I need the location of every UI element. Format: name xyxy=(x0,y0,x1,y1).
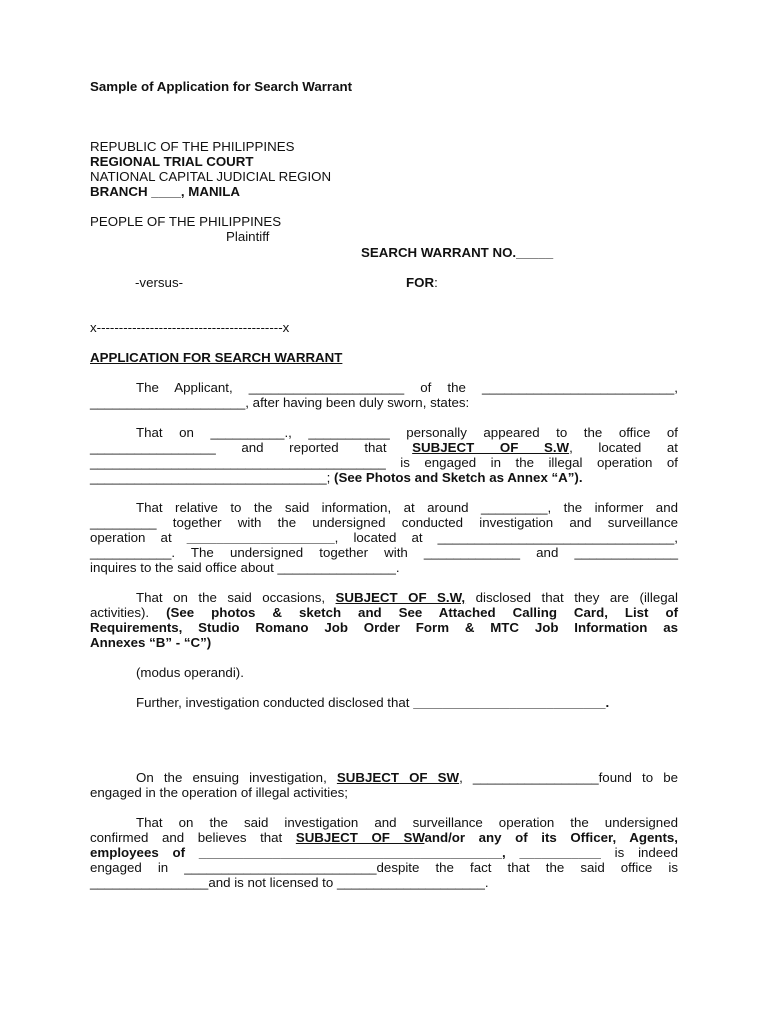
p8-line-2-c: and/or any of its Officer, Agents, xyxy=(424,830,679,845)
header-republic: REPUBLIC OF THE PHILIPPINES xyxy=(90,139,295,154)
p3-line-4: ___________. The undersigned together with _____________ and ______________ xyxy=(90,545,678,560)
p7-line-1-a: On the ensuing investigation, xyxy=(136,770,337,785)
header-branch: BRANCH ____, MANILA xyxy=(90,184,240,199)
p6-line xyxy=(136,695,609,710)
modus-operandi: (modus operandi). xyxy=(136,665,244,680)
p4-line-2 xyxy=(90,605,678,620)
p4-line-1 xyxy=(136,590,678,605)
subject-of-sw-4: SUBJECT OF SW xyxy=(295,830,425,845)
p3-line-3-b: ____________________ xyxy=(186,530,335,545)
p4-line-3: Requirements, Studio Romano Job Order Form & MTC Job Information as xyxy=(90,620,678,635)
p2-line-4 xyxy=(90,470,678,485)
p4-line-4: Annexes “B” - “C”) xyxy=(90,635,212,650)
p1-line-1: The Applicant, _____________________ of the __________________________, xyxy=(136,380,678,395)
caption-divider: x------------------------------------------x xyxy=(90,320,290,335)
for-colon: : xyxy=(434,275,438,290)
p3-line-3-a: operation at xyxy=(90,530,187,545)
search-warrant-number: SEARCH WARRANT NO._____ xyxy=(361,245,554,260)
p3-line-5: inquires to the said office about ________________. xyxy=(90,560,400,575)
p8-line-3-a: employees of _________________________________________, ___________ xyxy=(90,845,601,860)
subject-of-sw-2: SUBJECT OF S.W, xyxy=(335,590,466,605)
p2-line-1: That on __________., ___________ personally appeared to the office of xyxy=(136,425,678,440)
p8-line-5: ________________and is not licensed to ____________________. xyxy=(90,875,489,890)
p2-line-4-a: ________________________________; xyxy=(90,470,335,485)
p2-line-2-a: _________________ and reported that xyxy=(90,440,413,455)
p8-line-4: engaged in __________________________despite the fact that the said office is xyxy=(90,860,678,875)
for-label: FOR xyxy=(406,275,435,290)
p7-line-1 xyxy=(136,770,678,785)
p2-line-2 xyxy=(90,440,678,455)
p8-line-3-b: is indeed xyxy=(600,845,678,860)
p3-line-3-c: , located at ________________________________, xyxy=(334,530,678,545)
header-region: NATIONAL CAPITAL JUDICIAL REGION xyxy=(90,169,332,184)
p2-line-2-c: , located at xyxy=(569,440,679,455)
caption-people: PEOPLE OF THE PHILIPPINES xyxy=(90,214,282,229)
p8-line-1: That on the said investigation and surveillance operation the undersigned xyxy=(136,815,678,830)
caption-versus: -versus- xyxy=(135,275,184,290)
p8-line-2 xyxy=(90,830,678,845)
p4-line-1-c: disclosed that they are (illegal xyxy=(465,590,678,605)
application-heading: APPLICATION FOR SEARCH WARRANT xyxy=(90,350,343,365)
sample-title: Sample of Application for Search Warrant xyxy=(90,79,353,94)
p3-line-1: That relative to the said information, at around _________, the informer and xyxy=(136,500,678,515)
p3-line-2: _________ together with the undersigned conducted investigation and surveillance xyxy=(90,515,678,530)
p6-a: Further, investigation conducted disclosed that xyxy=(136,695,414,710)
p7-line-1-c: , _________________found to be xyxy=(459,770,678,785)
p7-line-2: engaged in the operation of illegal activities; xyxy=(90,785,348,800)
header-court: REGIONAL TRIAL COURT xyxy=(90,154,254,169)
p8-line-3 xyxy=(90,845,678,860)
p6-b: __________________________. xyxy=(413,695,610,710)
annex-a-note: (See Photos and Sketch as Annex “A”). xyxy=(334,470,583,485)
caption-plaintiff: Plaintiff xyxy=(226,229,270,244)
p4-line-2-b: (See photos & sketch and See Attached Calling Card, List of xyxy=(166,605,678,620)
p4-line-1-a: That on the said occasions, xyxy=(136,590,336,605)
p2-line-3: ________________________________________ is engaged in the illegal operation of xyxy=(90,455,678,470)
p3-line-3 xyxy=(90,530,678,545)
p1-line-2: _____________________, after having been duly sworn, states: xyxy=(90,395,470,410)
subject-of-sw-3: SUBJECT OF SW xyxy=(336,770,460,785)
p4-line-2-a: activities). xyxy=(90,605,167,620)
caption-for xyxy=(406,275,438,290)
subject-of-sw-1: SUBJECT OF S.W xyxy=(412,440,570,455)
p8-line-2-a: confirmed and believes that xyxy=(90,830,296,845)
